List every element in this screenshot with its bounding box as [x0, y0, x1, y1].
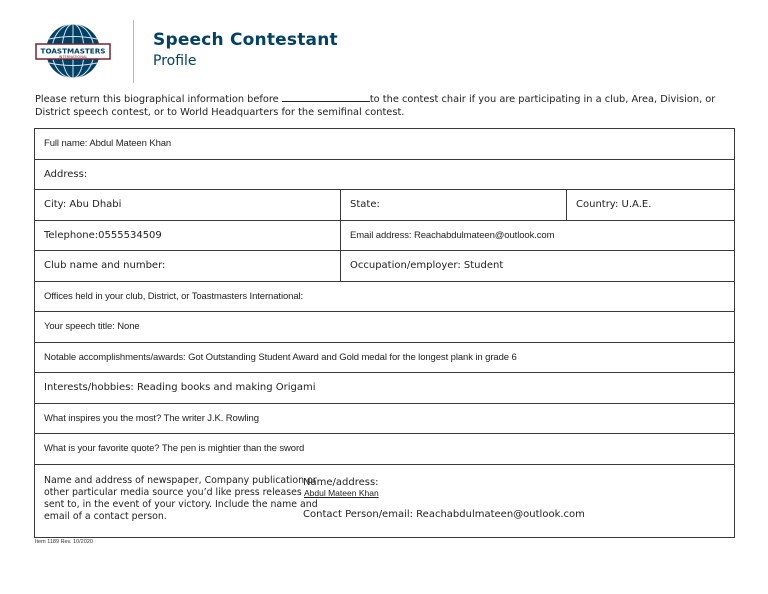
offices-field[interactable]: Offices held in your club, District, or Toastmasters International: — [35, 281, 735, 312]
item-revision-footer: Item 1189 Rev. 10/2020 — [35, 539, 93, 545]
page-subtitle: Profile — [153, 53, 197, 69]
email-field[interactable]: Email address: Reachabdulmateen@outlook.com — [341, 220, 735, 251]
header-divider — [133, 20, 134, 83]
table-row — [35, 434, 735, 465]
telephone-field[interactable]: Telephone:0555534509 — [35, 220, 341, 251]
media-contact-field[interactable] — [35, 464, 735, 537]
table-row — [35, 220, 735, 251]
table-row — [35, 373, 735, 404]
media-source-label: Name and address of newspaper, Company publication or other particular media source you’d like press releases sent to, in the event of your victory. Include the name and email of a contact person. — [44, 474, 318, 522]
city-field[interactable]: City: Abu Dhabi — [35, 190, 341, 221]
name-address-value[interactable]: Abdul Mateen Khan — [304, 487, 379, 498]
name-address-label: Name/address: — [303, 476, 379, 488]
logo-wordmark: TOASTMASTERS — [40, 46, 106, 56]
club-field[interactable]: Club name and number: — [35, 251, 341, 282]
occupation-field[interactable]: Occupation/employer: Student — [341, 251, 735, 282]
speech-title-field[interactable]: Your speech title: None — [35, 312, 735, 343]
deadline-blank[interactable] — [282, 93, 370, 102]
contestant-form-table — [34, 128, 735, 538]
table-row — [35, 159, 735, 190]
table-row — [35, 464, 735, 537]
table-row — [35, 190, 735, 221]
interests-field[interactable]: Interests/hobbies: Reading books and making Origami — [35, 373, 735, 404]
page-title: Speech Contestant — [153, 30, 338, 50]
table-row — [35, 251, 735, 282]
address-field[interactable]: Address: — [35, 159, 735, 190]
toastmasters-logo — [33, 17, 117, 85]
table-row — [35, 342, 735, 373]
logo-subwordmark: INTERNATIONAL — [58, 55, 88, 59]
full-name-field[interactable]: Full name: Abdul Mateen Khan — [35, 129, 735, 160]
country-field[interactable]: Country: U.A.E. — [567, 190, 735, 221]
table-row — [35, 281, 735, 312]
intro-paragraph — [35, 93, 735, 119]
intro-text-after: to the contest chair if you are participating in a club, Area, Division, or District speech contest, or to World Headquarters for the semifinal contest. — [35, 94, 716, 118]
table-row — [35, 129, 735, 160]
intro-text-before: Please return this biographical information before — [35, 94, 282, 105]
contact-person-email[interactable]: Contact Person/email: Reachabdulmateen@outlook.com — [303, 508, 585, 520]
inspires-field[interactable]: What inspires you the most? The writer J.K. Rowling — [35, 403, 735, 434]
state-field[interactable]: State: — [341, 190, 567, 221]
table-row — [35, 403, 735, 434]
accomplishments-field[interactable]: Notable accomplishments/awards: Got Outstanding Student Award and Gold medal for the longest plank in grade 6 — [35, 342, 735, 373]
table-row — [35, 312, 735, 343]
quote-field[interactable]: What is your favorite quote? The pen is mightier than the sword — [35, 434, 735, 465]
